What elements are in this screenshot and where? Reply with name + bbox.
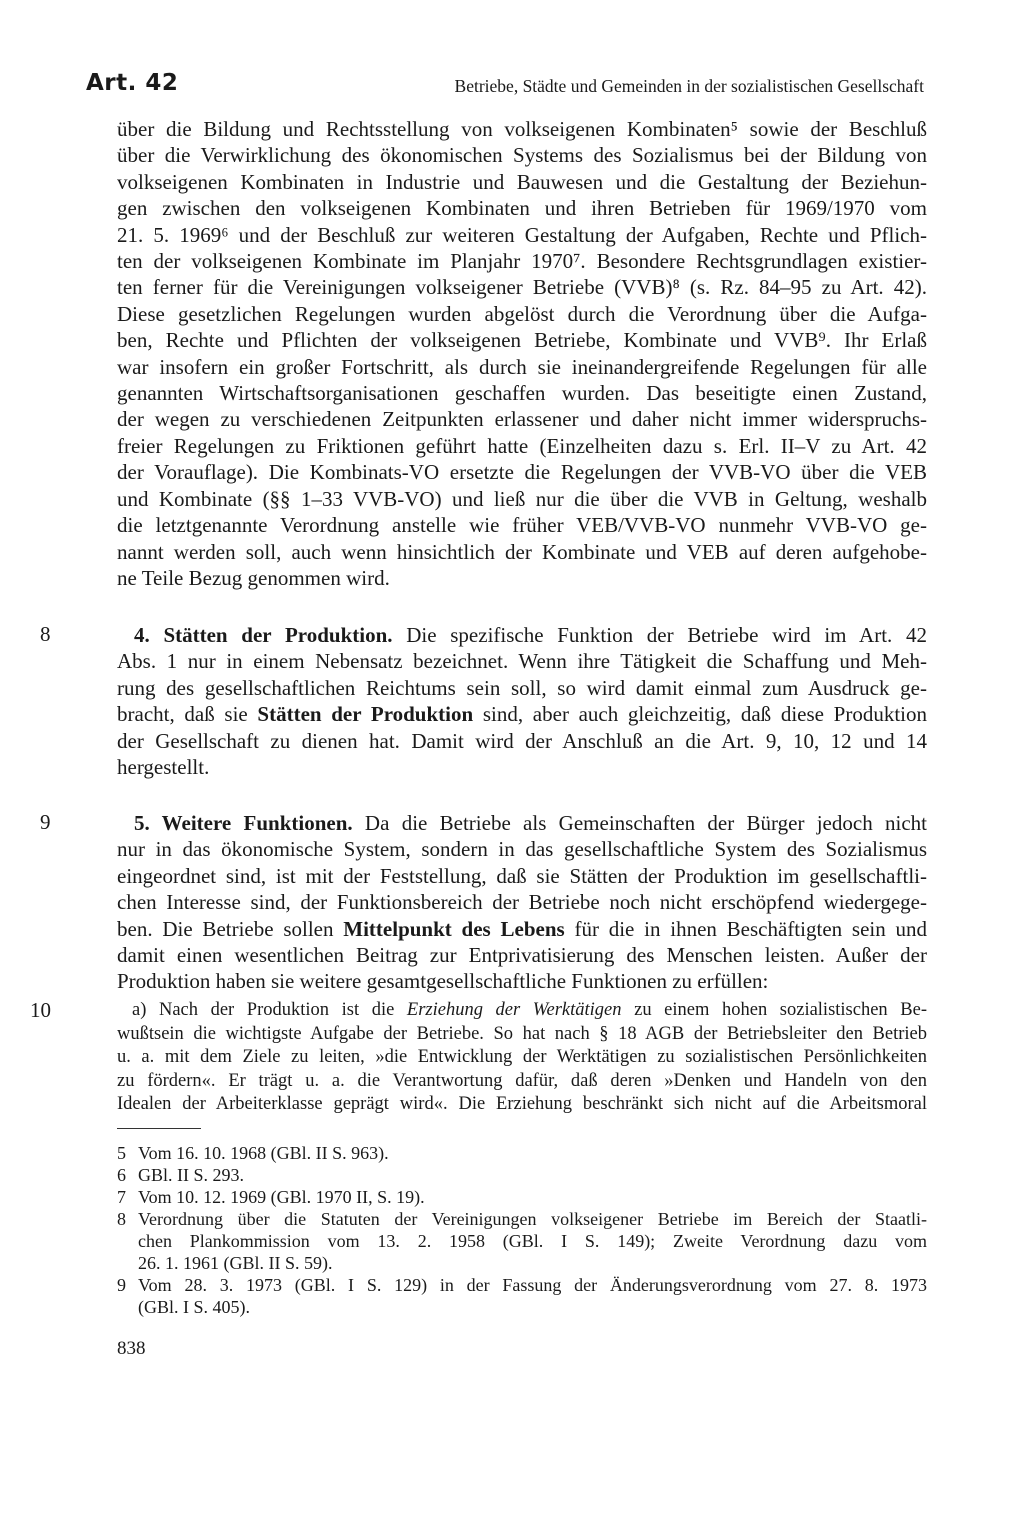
footnote-rule — [117, 1128, 201, 1129]
text-line: ten der volkseigenen Kombinate im Planjahr 1970⁷. Besondere Rechtsgrundlagen existier- — [117, 249, 927, 274]
body-paragraph-continuation — [117, 116, 927, 591]
footnote-line: GBl. II S. 293. — [138, 1165, 245, 1185]
text-line: zu fördern«. Er trägt u. a. die Verantwortung dafür, daß deren »Denken und Handeln von den — [117, 1070, 927, 1091]
text-line: gen zwischen den volkseigenen Kombinaten und ihren Betrieben für 1969/1970 vom — [117, 196, 927, 221]
margin-number: 9 — [40, 810, 51, 834]
text-line: Diese gesetzlichen Regelungen wurden abgelöst durch die Verordnung über die Aufga- — [117, 301, 927, 326]
text-line: nur in das ökonomische System, sondern in das gesellschaftliche System des Sozialismus — [117, 837, 927, 862]
footnote — [117, 1186, 927, 1208]
paragraph-heading: 5. Weitere Funktionen. — [134, 811, 353, 835]
text-line: der wegen zu verschiedenen Zeitpunkten erlassener und daher nicht immer widerspruchs- — [117, 407, 927, 432]
text-line: die letztgenannte Verordnung anstelle wie früher VEB/VVB-VO nunmehr VVB-VO ge- — [117, 513, 927, 538]
text-line: ben, Rechte und Pflichten der volkseigenen Betriebe, Kombinate und VVB⁹. Ihr Erlaß — [117, 328, 927, 353]
margin-number: 10 — [30, 998, 51, 1022]
text-line: und Kombinate (§§ 1–33 VVB-VO) und ließ nur die über die VVB in Geltung, weshalb — [117, 486, 927, 511]
footnote-line: Verordnung über die Statuten der Vereinigungen volkseigener Betriebe im Bereich der Staatli- — [138, 1209, 927, 1229]
running-head — [86, 70, 924, 104]
footnote-number: 6 — [117, 1165, 126, 1185]
body-paragraph-9 — [117, 810, 927, 995]
paragraph-heading: 4. Stätten der Produktion. — [134, 623, 393, 647]
text-line: damit einen wesentlichen Beitrag zur Entprivatisierung des Menschen leisten. Außer der — [117, 943, 927, 968]
text-line: ben. Die Betriebe sollen Mittelpunkt des Lebens für die in ihnen Beschäftigten sein und — [117, 916, 927, 941]
text-line: volkseigenen Kombinaten in Industrie und Bauwesen und die Gestaltung der Beziehun- — [117, 169, 927, 194]
footnote-line: Vom 28. 3. 1973 (GBl. I S. 129) in der Fassung der Änderungsverordnung vom 27. 8. 1973 — [138, 1275, 927, 1295]
text-line: ne Teile Bezug genommen wird. — [117, 565, 390, 590]
section-title: Betriebe, Städte und Gemeinden in der sozialistischen Gesellschaft — [454, 76, 924, 96]
footnote-number: 9 — [117, 1275, 126, 1295]
footnote-line: chen Plankommission vom 13. 2. 1958 (GBl. I S. 149); Zweite Verordnung dazu vom — [138, 1231, 927, 1251]
margin-number: 8 — [40, 622, 51, 646]
footnote-line: Vom 10. 12. 1969 (GBl. 1970 II, S. 19). — [138, 1187, 425, 1207]
body-paragraph-8 — [117, 622, 927, 780]
body-paragraph-10 — [117, 999, 927, 1117]
text-line: Idealen der Arbeiterklasse geprägt wird«. Die Erziehung beschränkt sich nicht auf die Arbeitsmoral — [117, 1094, 927, 1114]
text-line: bracht, daß sie Stätten der Produktion sind, aber auch gleichzeitig, daß diese Produktion — [117, 702, 927, 727]
emphasis: Stätten der Produktion — [257, 702, 474, 727]
text-line: 4. Stätten der Produktion. Die spezifische Funktion der Betriebe wird im Art. 42 — [134, 623, 927, 647]
footnote — [117, 1208, 927, 1274]
text-line: ten ferner für die Vereinigungen volkseigener Betriebe (VVB)⁸ (s. Rz. 84–95 zu Art. 42). — [117, 275, 927, 300]
emphasis: Mittelpunkt des Lebens — [343, 916, 565, 941]
text-line: hergestellt. — [117, 755, 210, 780]
text-line: 5. Weitere Funktionen. Da die Betriebe als Gemeinschaften der Bürger jedoch nicht — [134, 811, 927, 835]
text-line: der Vorauflage). Die Kombinats-VO ersetzte die Regelungen der VVB-VO über die VEB — [117, 460, 927, 485]
text-line: 21. 5. 1969⁶ und der Beschluß zur weiteren Gestaltung der Aufgaben, Rechte und Pflich- — [117, 222, 927, 247]
footnotes — [117, 1142, 927, 1318]
footnote — [117, 1164, 927, 1186]
text-line: chen Interesse sind, der Funktionsbereich der Betriebe noch nicht erschöpfend wiedergege- — [117, 890, 927, 915]
text-line: nannt werden soll, auch wenn hinsichtlich der Kombinate und VEB auf deren aufgehobe- — [117, 539, 927, 564]
footnote — [117, 1274, 927, 1318]
footnote-line: Vom 16. 10. 1968 (GBl. II S. 963). — [138, 1143, 389, 1163]
text-line: Abs. 1 nur in einem Nebensatz bezeichnet. Wenn ihre Tätigkeit die Schaffung und Meh- — [117, 649, 927, 674]
footnote-number: 5 — [117, 1143, 126, 1163]
emphasis-italic: Erziehung der Werktätigen — [406, 1000, 622, 1020]
footnote — [117, 1142, 927, 1164]
text-line: a) Nach der Produktion ist die Erziehung der Werktätigen zu einem hohen sozialistischen Be- — [132, 1000, 927, 1020]
page-number: 838 — [117, 1338, 146, 1359]
text-line: freier Regelungen zu Friktionen geführt hatte (Einzelheiten dazu s. Erl. II–V zu Art. 42 — [117, 433, 927, 458]
text-line: war insofern ein großer Fortschritt, als durch sie ineinandergreifende Regelungen für alle — [117, 354, 927, 379]
text-line: eingeordnet sind, ist mit der Feststellung, daß sie Stätten der Produktion im gesellschaftli- — [117, 863, 927, 888]
footnote-number: 7 — [117, 1187, 126, 1207]
text-line: der Gesellschaft zu dienen hat. Damit wird der Anschluß an die Art. 9, 10, 12 und 14 — [117, 728, 927, 753]
text-line: rung des gesellschaftlichen Reichtums sein soll, so wird damit einmal zum Ausdruck ge- — [117, 675, 927, 700]
text-line: genannten Wirtschaftsorganisationen geschaffen wurden. Das beseitigte einen Zustand, — [117, 381, 927, 406]
text-line: Produktion haben sie weitere gesamtgesellschaftliche Funktionen zu erfüllen: — [117, 969, 769, 994]
text-line: u. a. mit dem Ziele zu leiten, »die Entwicklung der Werktätigen zu sozialistischen Persönlichkeiten — [117, 1047, 927, 1067]
text-line: über die Verwirklichung des ökonomischen Systems des Sozialismus bei der Bildung von — [117, 143, 927, 168]
footnote-line: 26. 1. 1961 (GBl. II S. 59). — [138, 1253, 333, 1273]
article-label: Art. 42 — [86, 70, 179, 96]
footnote-line: (GBl. I S. 405). — [138, 1297, 250, 1317]
text-line: wußtsein die wichtigste Aufgabe der Betriebe. So hat nach § 18 AGB der Betriebsleiter den Betrieb — [117, 1023, 927, 1044]
text-line: über die Bildung und Rechtsstellung von volkseigenen Kombinaten⁵ sowie der Beschluß — [117, 117, 927, 141]
footnote-number: 8 — [117, 1209, 126, 1229]
